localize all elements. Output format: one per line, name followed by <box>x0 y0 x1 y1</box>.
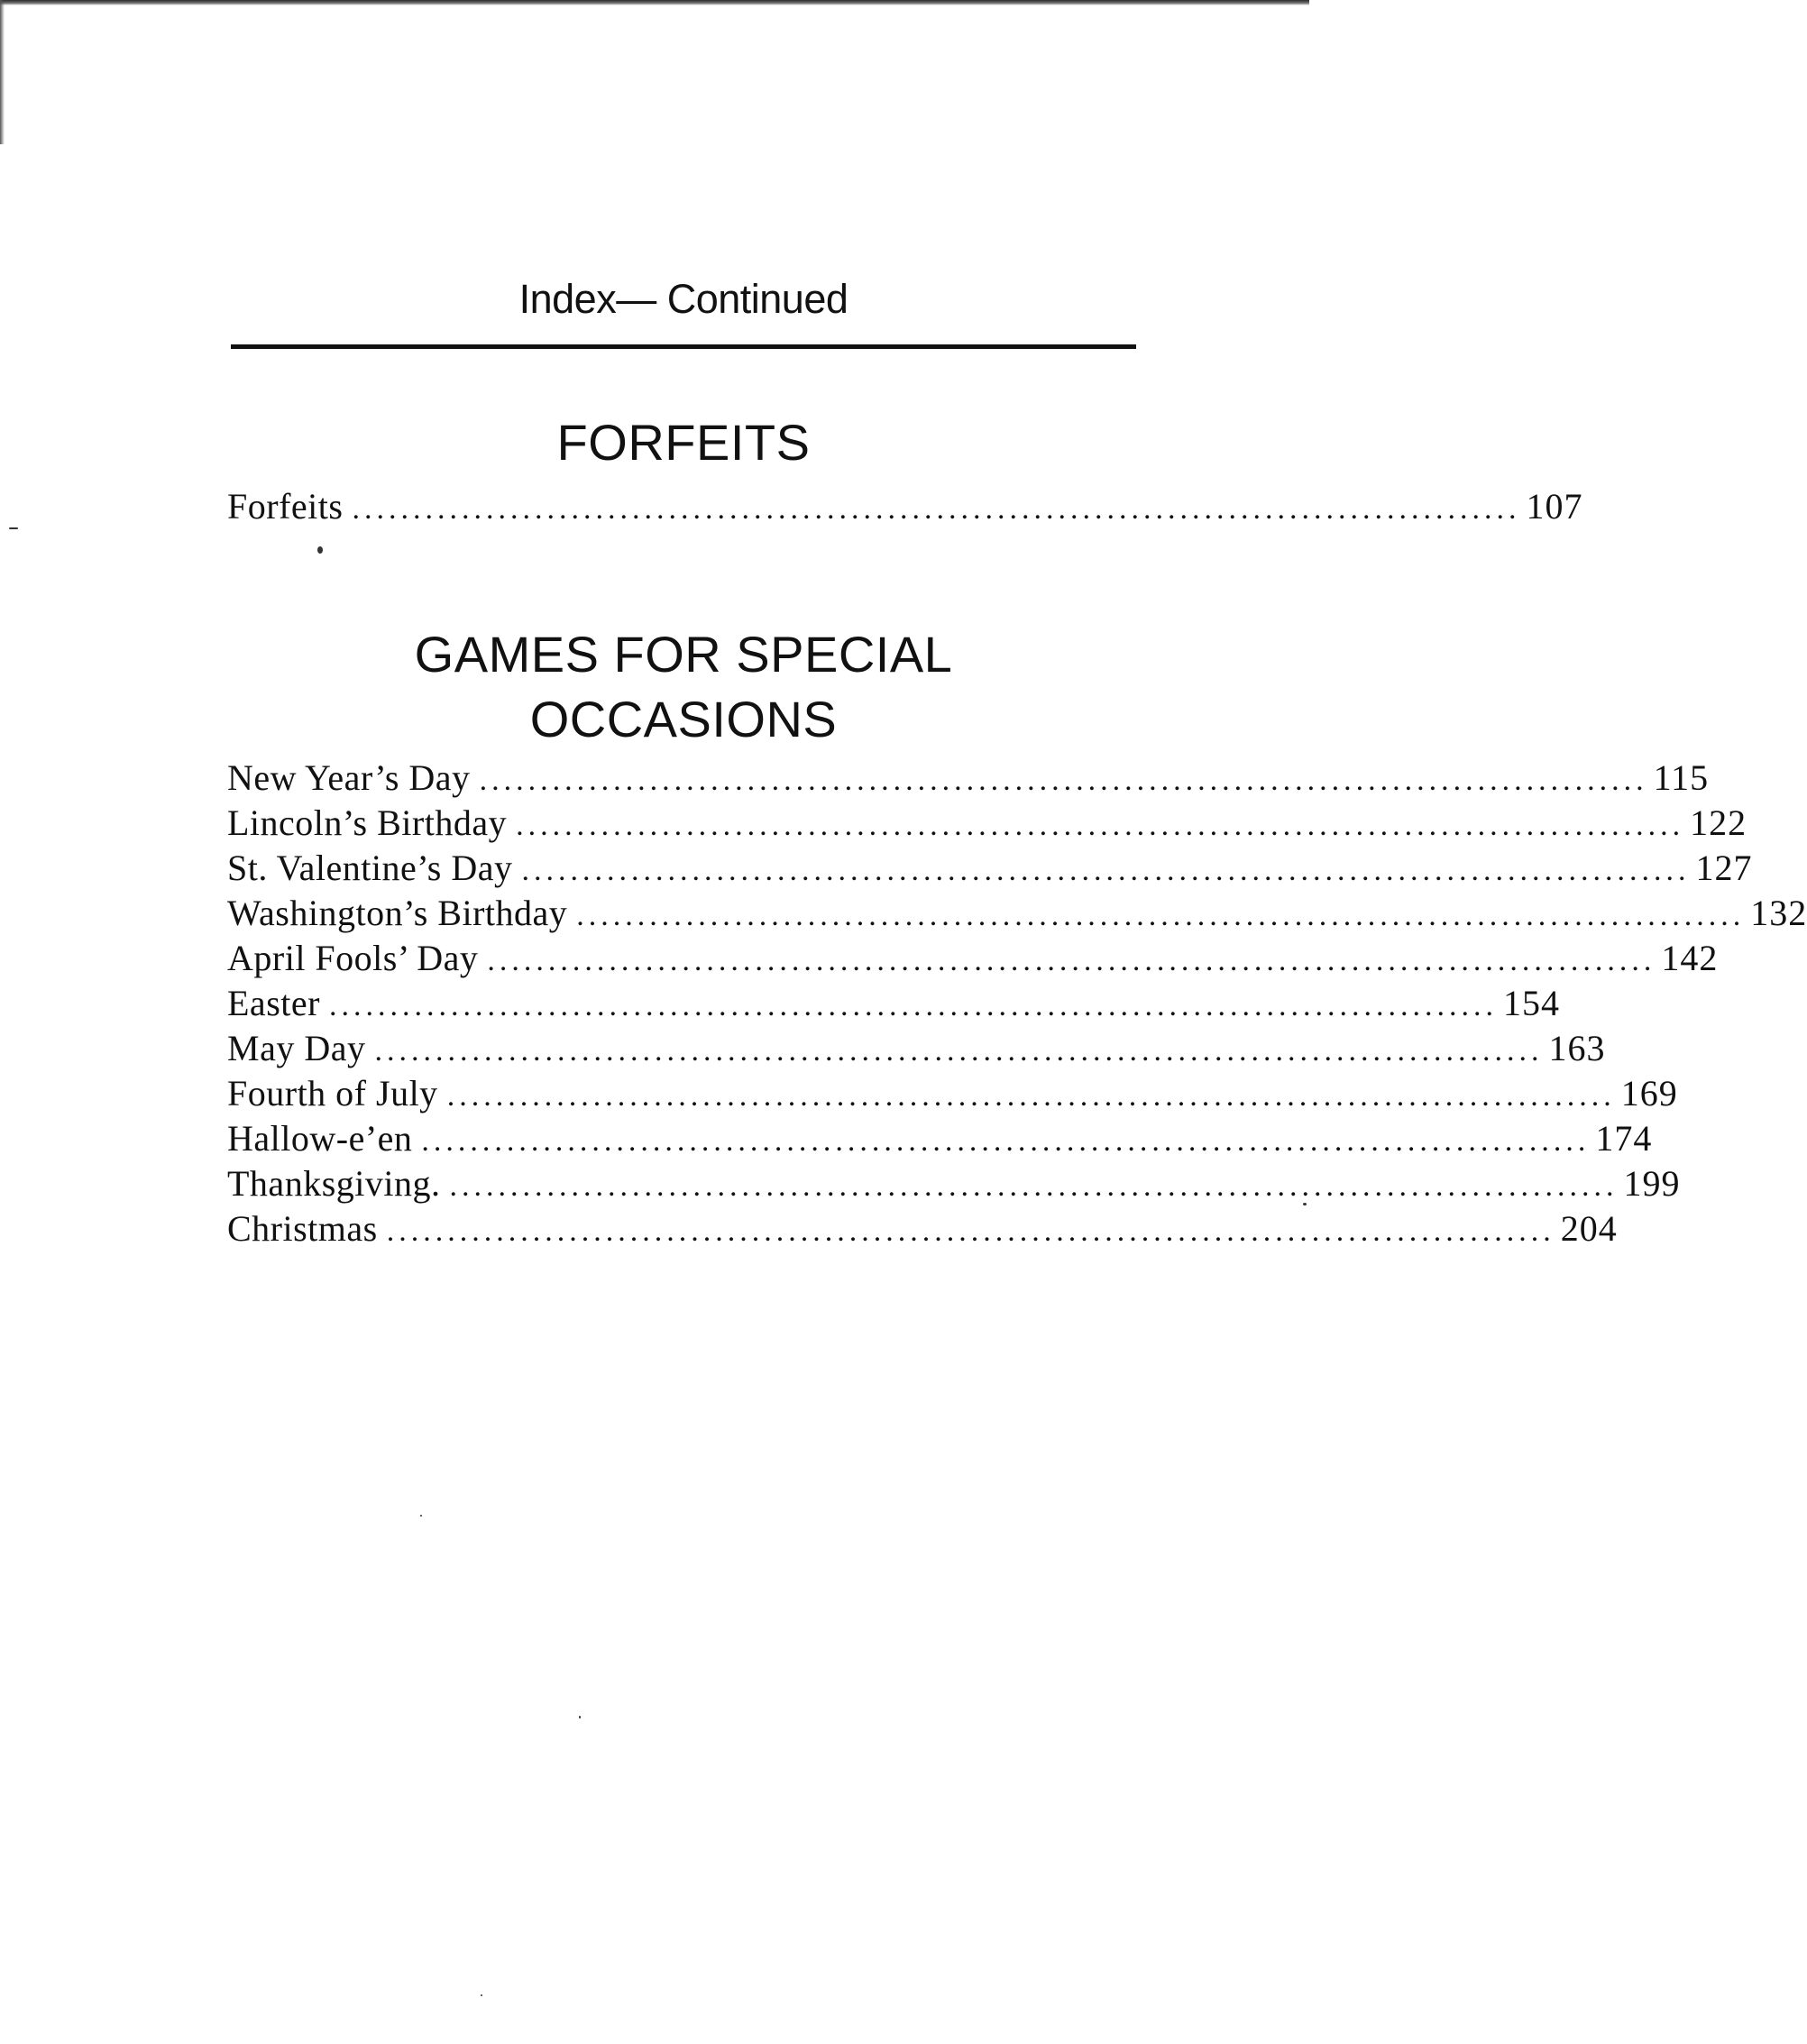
dot-leader: ................................................................................................ <box>328 989 1498 1022</box>
entry-label: May Day <box>227 1028 366 1068</box>
entry-page-number: 122 <box>1690 802 1747 843</box>
index-entry <box>227 981 1560 1026</box>
entry-page-number: 174 <box>1595 1118 1653 1159</box>
entry-label: St. Valentine’s Day <box>227 848 513 888</box>
entry-label: April Fools’ Day <box>227 938 479 978</box>
section-heading-line: GAMES FOR SPECIAL <box>414 626 953 683</box>
ink-speck <box>420 1515 422 1517</box>
dot-leader: ................................................................................................ <box>352 492 1521 526</box>
index-entry <box>227 1026 1606 1071</box>
index-entry <box>227 1206 1618 1251</box>
dot-leader: ................................................................................................ <box>374 1034 1544 1068</box>
section-heading-forfeits: FORFEITS <box>556 414 811 471</box>
index-entry <box>227 801 1747 846</box>
entry-page-number: 199 <box>1623 1163 1681 1204</box>
entry-label: Hallow-e’en <box>227 1118 413 1159</box>
ink-speck <box>1303 1203 1307 1205</box>
header-rule <box>231 344 1136 349</box>
section-heading-line: OCCASIONS <box>529 691 838 747</box>
dot-leader: ................................................................................................ <box>576 899 1746 932</box>
index-entry <box>227 484 1583 529</box>
entry-label: Washington’s Birthday <box>227 893 568 933</box>
dot-leader: ................................................................................................ <box>487 944 1656 977</box>
dot-leader: ................................................................................................ <box>516 809 1685 842</box>
entry-label: Fourth of July <box>227 1073 438 1114</box>
dot-leader: ................................................................................................ <box>449 1169 1619 1203</box>
ink-speck <box>579 1716 581 1719</box>
index-entry <box>227 891 1807 936</box>
dot-leader: ................................................................................................ <box>446 1079 1616 1113</box>
index-entry <box>227 756 1710 801</box>
entry-label: Christmas <box>227 1208 378 1249</box>
entry-label: New Year’s Day <box>227 757 471 798</box>
dot-leader: ................................................................................................ <box>386 1214 1555 1248</box>
entry-page-number: 127 <box>1695 848 1753 888</box>
entry-page-number: 142 <box>1661 938 1719 978</box>
entry-page-number: 154 <box>1502 983 1560 1023</box>
entry-label: Lincoln’s Birthday <box>227 802 508 843</box>
index-entry <box>227 936 1719 981</box>
ink-speck <box>317 546 323 554</box>
dot-leader: ................................................................................................ <box>421 1124 1591 1158</box>
entry-page-number: 204 <box>1560 1208 1618 1249</box>
index-entry <box>227 846 1753 891</box>
ink-speck <box>9 527 18 529</box>
entry-page-number: 163 <box>1548 1028 1606 1068</box>
index-entry <box>227 1116 1653 1161</box>
entry-label: Easter <box>227 983 320 1023</box>
entry-page-number: 169 <box>1620 1073 1678 1114</box>
entry-page-number: 107 <box>1526 486 1583 527</box>
page-header: Index— Continued <box>518 276 848 322</box>
entry-label: Forfeits <box>227 486 344 527</box>
entry-page-number: 132 <box>1750 893 1807 933</box>
ink-speck <box>481 1994 482 1996</box>
forfeits-entry-list <box>227 484 1583 529</box>
section-heading-special-occasions <box>231 622 1136 752</box>
index-entry <box>227 1161 1681 1206</box>
scan-edge-left <box>0 0 5 144</box>
entry-page-number: 115 <box>1653 757 1710 798</box>
dot-leader: ................................................................................................ <box>521 854 1691 887</box>
scan-edge-top <box>0 0 1309 5</box>
special-occasions-entry-list <box>227 756 1807 1251</box>
index-entry <box>227 1071 1678 1116</box>
dot-leader: ................................................................................................ <box>479 764 1648 797</box>
entry-label: Thanksgiving. <box>227 1163 441 1204</box>
